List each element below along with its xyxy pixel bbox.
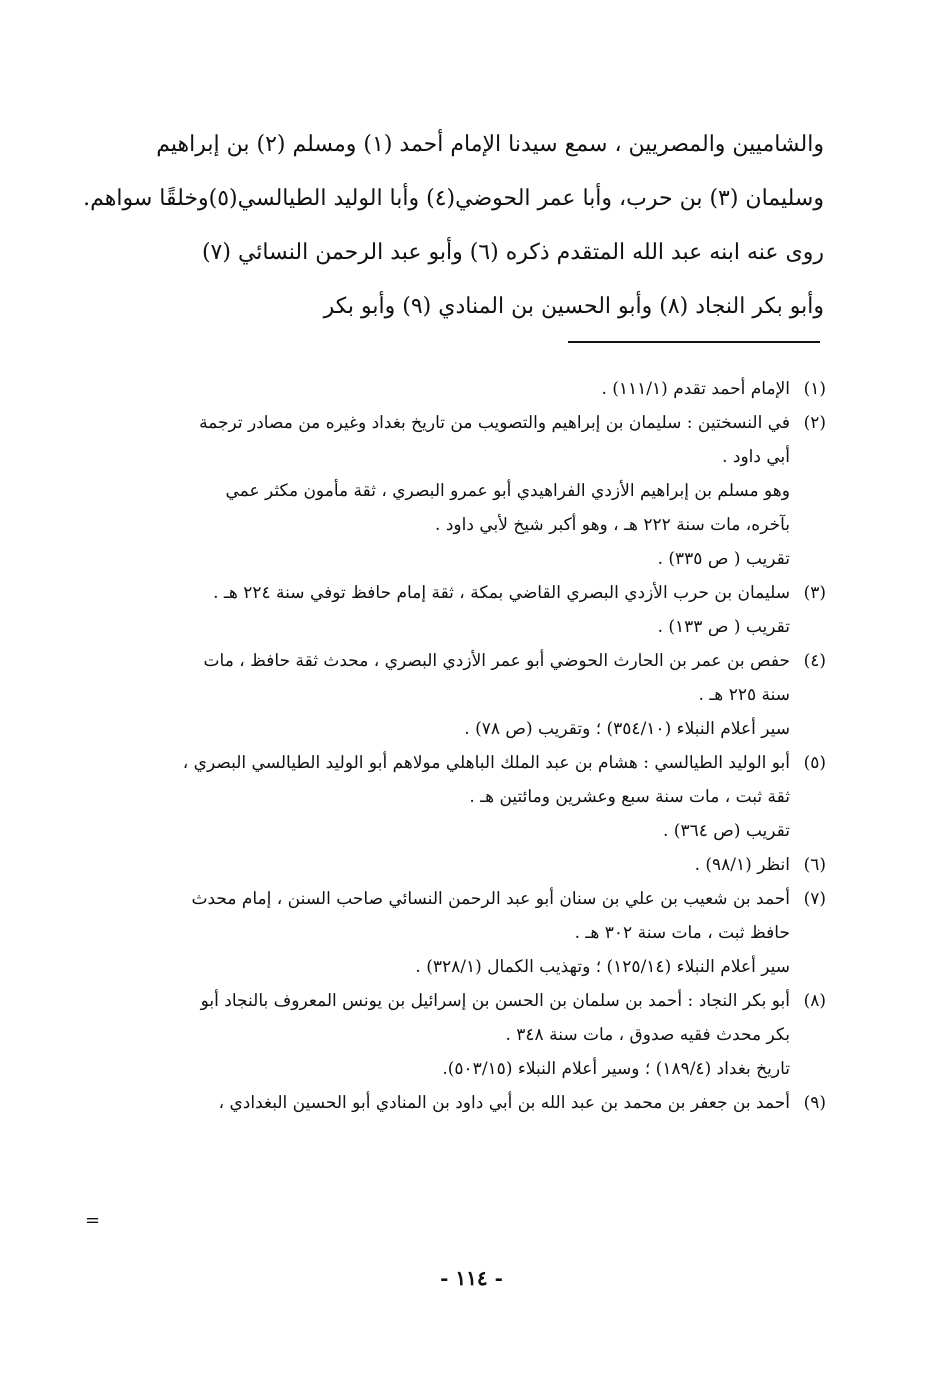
footnote-reference: تقريب ( ص ٣٣٥) .	[657, 549, 790, 569]
continuation-mark: =	[85, 1210, 101, 1231]
footnote-separator	[568, 341, 820, 343]
footnote-number: (٥)	[803, 753, 826, 773]
footnote-number: (٩)	[803, 1093, 826, 1113]
footnote-reference: سير أعلام النبلاء (١٢٥/١٤) ؛ وتهذيب الكمال (٣٢٨/١) .	[415, 957, 790, 977]
footnote-text: سليمان بن حرب الأزدي البصري القاضي بمكة ، ثقة إمام حافظ توفي سنة ٢٢٤ هـ .	[213, 583, 790, 603]
footnote-5	[90, 746, 826, 780]
footnote-number: (٤)	[803, 651, 826, 671]
footnote-number: (٣)	[803, 583, 826, 603]
main-text-line: والشاميين والمصريين ، سمع سيدنا الإمام أحمد (١) ومسلم (٢) بن إبراهيم	[156, 132, 824, 157]
main-text-line: روى عنه ابنه عبد الله المتقدم ذكره (٦) وأبو عبد الرحمن النسائي (٧)	[201, 240, 824, 265]
footnote-3	[90, 576, 826, 610]
footnote-text: أحمد بن جعفر بن محمد بن عبد الله بن أبي داود بن المنادي أبو الحسين البغدادي ،	[218, 1093, 790, 1113]
footnote-7	[90, 882, 826, 916]
footnote-number: (١)	[803, 379, 826, 399]
main-text-line: وسليمان (٣) بن حرب، وأبا عمر الحوضي(٤) وأبا الوليد الطيالسي(٥)وخلقًا سواهم.	[83, 186, 824, 211]
footnote-text: في النسختين : سليمان بن إبراهيم والتصويب من تاريخ بغداد وغيره من مصادر ترجمة	[199, 413, 790, 433]
main-text-line: وأبو بكر النجاد (٨) وأبو الحسين بن المنادي (٩) وأبو بكر	[323, 294, 824, 319]
footnote-reference: تقريب (ص ٣٦٤) .	[663, 821, 790, 841]
footnote-text: وهو مسلم بن إبراهيم الأزدي الفراهيدي أبو عمرو البصري ، ثقة مأمون مكثر عمي	[225, 481, 790, 501]
footnote-number: (٧)	[803, 889, 826, 909]
footnote-reference: تقريب ( ص ١٣٣) .	[657, 617, 790, 637]
footnote-number: (٨)	[803, 991, 826, 1011]
footnote-text: حفص بن عمر بن الحارث الحوضي أبو عمر الأزدي البصري ، محدث ثقة حافظ ، مات	[203, 651, 790, 671]
footnote-text: الإمام أحمد تقدم (١١١/١) .	[601, 379, 790, 399]
footnote-reference: تاريخ بغداد (١٨٩/٤) ؛ وسير أعلام النبلاء (٥٠٣/١٥).	[442, 1059, 790, 1079]
footnote-text: أبي داود .	[722, 447, 790, 467]
footnote-text: أبو بكر النجاد : أحمد بن سلمان بن الحسن بن إسرائيل بن يونس المعروف بالنجاد أبو	[200, 991, 790, 1011]
footnote-1	[90, 372, 826, 406]
main-text-block	[83, 118, 824, 334]
page-number: - ١١٤ -	[440, 1266, 503, 1290]
footnote-text: سنة ٢٢٥ هـ .	[698, 685, 790, 705]
footnote-4	[90, 644, 826, 678]
footnotes-block	[90, 372, 826, 1120]
footnote-text: أحمد بن شعيب بن علي بن سنان أبو عبد الرحمن النسائي صاحب السنن ، إمام محدث	[191, 889, 790, 909]
footnote-text: بكر محدث فقيه صدوق ، مات سنة ٣٤٨ .	[505, 1025, 790, 1045]
footnote-6	[90, 848, 826, 882]
footnote-text: أبو الوليد الطيالسي : هشام بن عبد الملك الباهلي مولاهم أبو الوليد الطيالسي البصري ،	[182, 753, 790, 773]
footnote-text: حافظ ثبت ، مات سنة ٣٠٢ هـ .	[574, 923, 790, 943]
footnote-text: بآخره، مات سنة ٢٢٢ هـ ، وهو أكبر شيخ لأبي داود .	[435, 515, 790, 535]
footnote-2	[90, 406, 826, 440]
footnote-9	[90, 1086, 826, 1120]
footnote-text: ثقة ثبت ، مات سنة سبع وعشرين ومائتين هـ .	[469, 787, 790, 807]
footnote-reference: سير أعلام النبلاء (٣٥٤/١٠) ؛ وتقريب (ص ٧٨) .	[464, 719, 790, 739]
footnote-number: (٢)	[803, 413, 826, 433]
footnote-number: (٦)	[803, 855, 826, 875]
footnote-8	[90, 984, 826, 1018]
footnote-text: انظر (٩٨/١) .	[694, 855, 790, 875]
